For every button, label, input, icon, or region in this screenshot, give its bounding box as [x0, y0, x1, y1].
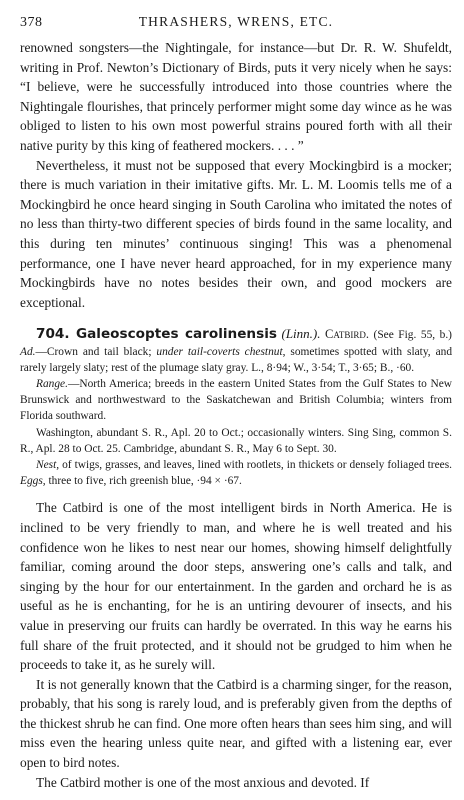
range-label: Range. [36, 377, 68, 390]
page-header [20, 14, 452, 38]
common-name: Catbird. [325, 327, 369, 342]
nest-text: of twigs, grasses, and leaves, lined with rootlets, in thickets or densely foliaged trees. [59, 458, 452, 471]
records-paragraph: Washington, abundant S. R., Apl. 20 to Oct.; occasionally winters. Sing Sing, common S. R., Apl. 28 to Oct. 25. Cambridge, abundant S. R., May 6 to Sept. 30. [20, 426, 452, 455]
species-entry [20, 326, 452, 489]
paragraph-mockers: Nevertheless, it must not be supposed that every Mockingbird is a mocker; there is much variation in their imitative gifts. Mr. L. M. Loomis tells me of a Mockingbird he once heard singing in South Carolina who imitated the notes of no less than thirty-two different species of birds found in the same locality, and this during ten minutes’ continuous singing! This was a phenomenal performance, one I have never heard approached, for in my experience many Mockingbirds have no notes besides their own, and good mockers are exceptional. [20, 157, 452, 310]
adult-label: Ad. [20, 345, 36, 358]
range-paragraph [20, 376, 452, 425]
eggs-text: three to five, rich greenish blue, ·94 × ·67. [45, 475, 242, 488]
nest-eggs-paragraph [20, 457, 452, 489]
running-title: THRASHERS, WRENS, ETC. [138, 14, 334, 29]
range-text: —North America; breeds in the eastern United States from the Gulf States to New Brunswick and northwestward to the Saskatchewan and British Columbia; winters from Florida southward. [20, 377, 452, 423]
paragraph-catbird-intelligence: The Catbird is one of the most intelligent birds in North America. He is inclined to be very friendly to man, and where he is well treated and his confidence won he likes to nest near our homes, showing himself delightfully familiar, coming around the door steps, answering one’s calls and talk, and singing by the hour for our entertainment. In the garden and orchard he is as useful as he is enchanting, for he is an untiring devourer of insects, and his value in preserving our fruits can hardly be overrated. In this way he earns his full share of the fruit protected, and it should not be grudged to him when he proceeds to take it, as he surely will. [20, 500, 452, 673]
paragraph-catbird-singer: It is not generally known that the Catbird is a charming singer, for the reason, probably, that his song is rarely loud, and is preferably given from the depths of the thickest shrub he can find. One more often hears than sees him sing, and will miss even the hearing unless quite near, and gifted with a listening ear, ever open to bird notes. [20, 676, 452, 771]
species-authority: (Linn.). [281, 326, 321, 342]
description-italic: under tail-coverts chestnut [156, 345, 283, 358]
figure-reference: (See Fig. 55, b.) [373, 329, 452, 342]
page-number: 378 [20, 15, 43, 30]
eggs-label: Eggs, [20, 475, 46, 488]
description-text-a: —Crown and tail black; [35, 345, 157, 358]
description-text-b: , sometimes spotted with slaty, and rarely largely slaty; rest of the plumage slaty gray. L., 8·94; W., 3·54; T., 3·65; B., ·60. [20, 345, 453, 374]
paragraph-catbird-mother: The Catbird mother is one of the most anxious and devoted. If [36, 774, 370, 790]
species-description [20, 326, 452, 376]
paragraph-nightingale-quote: renowned songsters—the Nightingale, for instance—but Dr. R. W. Shufeldt, writing in Prof. Newton’s Dictionary of Birds, puts it very nicely when he says: “I believe, were he successfully introduced into those countries where the Nightingale flourishes, that princely performer might some day wince as he was obliged to listen to his own most powerful strains poured forth with all their native purity by this king of feathered mockers. . . . ” [20, 40, 452, 153]
nest-label: Nest, [36, 458, 60, 471]
species-number-name: 704. Galeoscoptes carolinensis [36, 326, 277, 343]
